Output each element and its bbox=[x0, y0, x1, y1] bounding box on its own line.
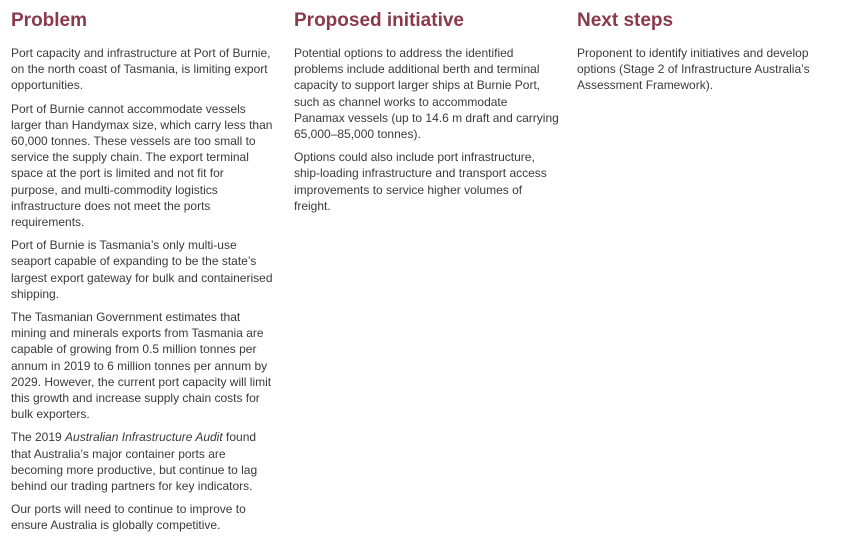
problem-paragraph-2: Port of Burnie cannot accommodate vessels larger than Handymax size, which carry less than 60,000 tonnes. These vessels are too small to service the supply chain. The export terminal space at the port is limited and not fit for purpose, and multi-commodity logistics infrastructure does not meet the ports requirements. bbox=[11, 101, 273, 230]
problem-paragraph-5 bbox=[11, 429, 273, 494]
next-steps-paragraph-1: Proponent to identify initiatives and develop options (Stage 2 of Infrastructure Australia’s Assessment Framework). bbox=[577, 46, 810, 93]
initiative-paragraph-1: Potential options to address the identified problems include additional berth and terminal capacity to support larger ships at Burnie Port, such as channel works to accommodate Panamax vessels (up to 14.6 m draft and carrying 65,000–85,000 tonnes). bbox=[294, 46, 559, 142]
next-steps-heading: Next steps bbox=[577, 10, 674, 31]
problem-paragraph-6: Our ports will need to continue to improve to ensure Australia is globally competitive. bbox=[11, 502, 246, 533]
initiative-heading: Proposed initiative bbox=[294, 10, 464, 31]
proposed-initiative-column bbox=[294, 8, 560, 221]
problem-paragraph-1: Port capacity and infrastructure at Port of Burnie, on the north coast of Tasmania, is limiting export opportunities. bbox=[11, 46, 271, 93]
problem-paragraph-4: The Tasmanian Government estimates that mining and minerals exports from Tasmania are capable of growing from 0.5 million tonnes per annum in 2019 to 6 million tonnes per annum by 2029. However, the current port capacity will limit this growth and increase supply chain costs for bulk exporters. bbox=[11, 310, 272, 422]
problem-paragraph-3: Port of Burnie is Tasmania’s only multi-use seaport capable of expanding to be the state’s largest export gateway for bulk and containerised shipping. bbox=[11, 238, 273, 301]
audit-prefix: The 2019 bbox=[11, 430, 66, 445]
next-steps-column bbox=[577, 8, 833, 101]
audit-suffix: found that Australia’s major container ports are becoming more productive, but continue to lag behind our trading partners for key indicators. bbox=[11, 430, 258, 494]
problem-heading: Problem bbox=[11, 10, 88, 31]
problem-column bbox=[11, 8, 273, 541]
audit-title: Australian Infrastructure Audit bbox=[65, 430, 223, 445]
initiative-paragraph-2: Options could also include port infrastructure, ship-loading infrastructure and transport access improvements to service higher volumes of freight. bbox=[294, 150, 547, 213]
